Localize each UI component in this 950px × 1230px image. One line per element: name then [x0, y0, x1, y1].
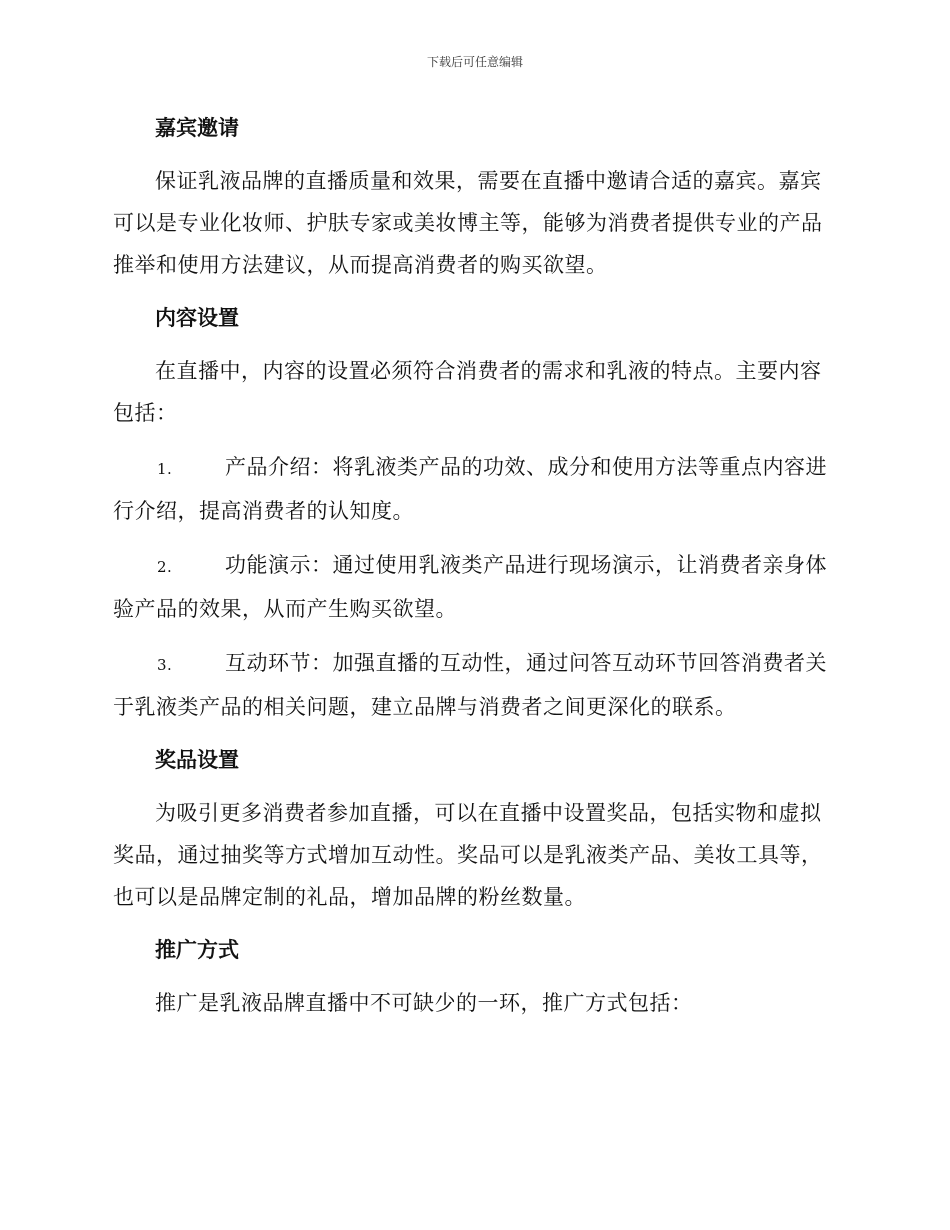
- list-item-number: 3.: [157, 656, 173, 674]
- list-item: [113, 446, 835, 532]
- list-item-number: 2.: [157, 558, 173, 576]
- section-body-promotion: 推广是乳液品牌直播中不可缺少的一环，推广方式包括：: [155, 991, 693, 1015]
- section-body-guests: 保证乳液品牌的直播质量和效果，需要在直播中邀请合适的嘉宾。嘉宾可以是专业化妆师、护肤专家或美妆博主等，能够为消费者提供专业的产品推举和使用方法建议，从而提高消费者的购买欲望。: [113, 169, 823, 277]
- list-item-text: 互动环节：加强直播的互动性，通过问答互动环节回答消费者关于乳液类产品的相关问题，建立品牌与消费者之间更深化的联系。: [113, 651, 827, 719]
- list-item-number: 1.: [157, 460, 173, 478]
- section-intro-content: 在直播中，内容的设置必须符合消费者的需求和乳液的特点。主要内容包括：: [113, 359, 822, 425]
- list-item-text: 功能演示：通过使用乳液类产品进行现场演示，让消费者亲身体验产品的效果，从而产生购买欲望。: [113, 553, 827, 621]
- list-item: [113, 642, 835, 728]
- section-heading-prizes: 奖品设置: [155, 747, 239, 772]
- document-body: [113, 108, 835, 1036]
- list-item-text: 产品介绍：将乳液类产品的功效、成分和使用方法等重点内容进行介绍，提高消费者的认知度。: [113, 455, 827, 523]
- list-item: [113, 544, 835, 630]
- section-heading-guests: 嘉宾邀请: [155, 115, 239, 140]
- section-body-prizes: 为吸引更多消费者参加直播，可以在直播中设置奖品，包括实物和虚拟奖品，通过抽奖等方式增加互动性。奖品可以是乳液类产品、美妆工具等，也可以是品牌定制的礼品，增加品牌的粉丝数量。: [113, 801, 823, 909]
- section-heading-content: 内容设置: [155, 305, 239, 330]
- header-note: 下载后可任意编辑: [426, 55, 523, 69]
- section-heading-promotion: 推广方式: [155, 937, 239, 962]
